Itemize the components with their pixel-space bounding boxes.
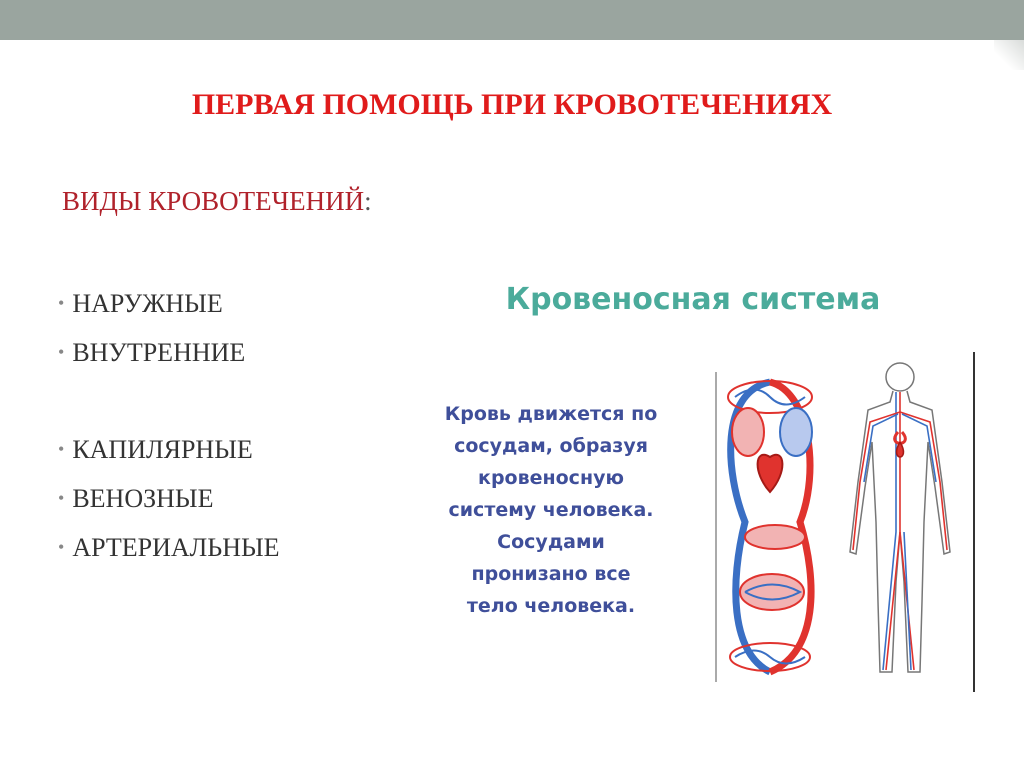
figure-border: [973, 352, 975, 692]
page-curl: [994, 40, 1024, 70]
list-item: [58, 285, 280, 334]
figure-heading: Кровеносная система: [505, 282, 881, 317]
list-item-label: ВНУТРЕННИЕ: [72, 338, 246, 367]
figure-text-line: пронизано все: [471, 563, 631, 585]
list-item: [58, 334, 280, 383]
human-vessels: [853, 392, 947, 670]
bullet-icon: •: [58, 488, 65, 508]
list-item-label: АРТЕРИАЛЬНЫЕ: [72, 533, 280, 562]
bleeding-types-list: [58, 285, 280, 578]
bullet-icon: •: [58, 439, 65, 459]
circulatory-system-illustration: [700, 352, 972, 692]
bullet-icon: •: [58, 342, 65, 362]
bullet-icon: •: [58, 293, 65, 313]
figure-description: [406, 398, 696, 622]
slide-subtitle: [62, 186, 372, 217]
list-item-label: КАПИЛЯРНЫЕ: [72, 435, 253, 464]
subtitle-text: ВИДЫ КРОВОТЕЧЕНИЙ: [62, 186, 365, 216]
figure-text-line: Кровь движется по: [444, 403, 658, 425]
list-item-label: ВЕНОЗНЫЕ: [72, 484, 214, 513]
list-item: [58, 480, 280, 529]
figure-text-line: систему человека.: [448, 499, 654, 521]
list-item-label: НАРУЖНЫЕ: [72, 289, 223, 318]
circulation-schematic: [728, 381, 812, 672]
figure-text-line: Сосудами: [497, 531, 605, 553]
figure-text-line: сосудам, образуя: [454, 435, 648, 457]
bullet-icon: •: [58, 537, 65, 557]
top-bar: [0, 0, 1024, 40]
figure-text-line: кровеносную: [478, 467, 624, 489]
list-item: [58, 529, 280, 578]
slide-title: ПЕРВАЯ ПОМОЩЬ ПРИ КРОВОТЕЧЕНИЯХ: [191, 88, 833, 121]
figure-text-line: тело человека.: [466, 595, 636, 617]
subtitle-colon: :: [364, 186, 372, 216]
list-item: [58, 431, 280, 480]
